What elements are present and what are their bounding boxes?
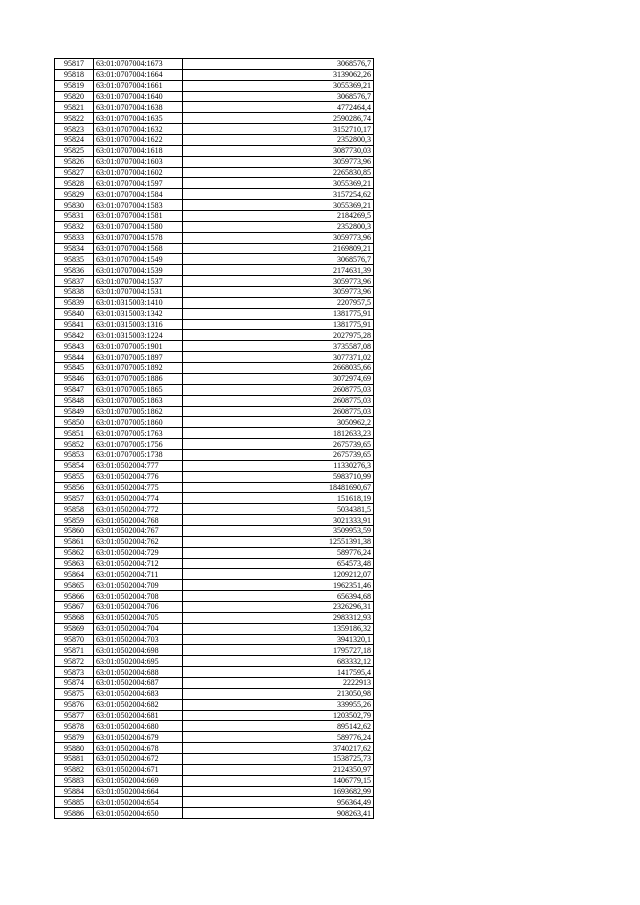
table-row xyxy=(55,439,374,450)
value-cell: 2207957,5 xyxy=(183,297,374,308)
table-row xyxy=(55,406,374,417)
table-row xyxy=(55,634,374,645)
row-number-cell: 95817 xyxy=(55,59,94,70)
row-number-cell: 95877 xyxy=(55,710,94,721)
cadastral-number-cell: 63:01:0502004:669 xyxy=(94,775,183,786)
value-cell: 339955,26 xyxy=(183,699,374,710)
row-number-cell: 95840 xyxy=(55,308,94,319)
table-row xyxy=(55,243,374,254)
value-cell: 3139062,26 xyxy=(183,69,374,80)
value-cell: 3941320,1 xyxy=(183,634,374,645)
row-number-cell: 95875 xyxy=(55,688,94,699)
value-cell: 3055369,21 xyxy=(183,178,374,189)
table-row xyxy=(55,808,374,819)
table-row xyxy=(55,102,374,113)
value-cell: 656394,68 xyxy=(183,591,374,602)
cadastral-number-cell: 63:01:0707004:1539 xyxy=(94,265,183,276)
row-number-cell: 95836 xyxy=(55,265,94,276)
row-number-cell: 95867 xyxy=(55,601,94,612)
row-number-cell: 95886 xyxy=(55,808,94,819)
row-number-cell: 95859 xyxy=(55,515,94,526)
row-number-cell: 95868 xyxy=(55,612,94,623)
value-cell: 3077371,02 xyxy=(183,352,374,363)
value-cell: 3059773,96 xyxy=(183,287,374,298)
value-cell: 5034381,5 xyxy=(183,504,374,515)
value-cell: 2169809,21 xyxy=(183,243,374,254)
row-number-cell: 95876 xyxy=(55,699,94,710)
table-row xyxy=(55,504,374,515)
value-cell: 2174631,39 xyxy=(183,265,374,276)
cadastral-number-cell: 63:01:0502004:768 xyxy=(94,515,183,526)
row-number-cell: 95837 xyxy=(55,276,94,287)
cadastral-number-cell: 63:01:0502004:706 xyxy=(94,601,183,612)
table-row xyxy=(55,211,374,222)
cadastral-number-cell: 63:01:0707004:1635 xyxy=(94,113,183,124)
row-number-cell: 95845 xyxy=(55,363,94,374)
value-cell: 3740217,62 xyxy=(183,743,374,754)
value-cell: 3735587,08 xyxy=(183,341,374,352)
row-number-cell: 95885 xyxy=(55,797,94,808)
table-row xyxy=(55,319,374,330)
value-cell: 1359186,32 xyxy=(183,623,374,634)
cadastral-number-cell: 63:01:0502004:774 xyxy=(94,493,183,504)
row-number-cell: 95827 xyxy=(55,167,94,178)
table-row xyxy=(55,743,374,754)
row-number-cell: 95838 xyxy=(55,287,94,298)
cadastral-number-cell: 63:01:0502004:777 xyxy=(94,460,183,471)
value-cell: 1209212,07 xyxy=(183,569,374,580)
value-cell: 2675739,65 xyxy=(183,449,374,460)
row-number-cell: 95818 xyxy=(55,69,94,80)
cadastral-number-cell: 63:01:0707004:1597 xyxy=(94,178,183,189)
cadastral-number-cell: 63:01:0707005:1863 xyxy=(94,395,183,406)
cadastral-number-cell: 63:01:0502004:680 xyxy=(94,721,183,732)
row-number-cell: 95870 xyxy=(55,634,94,645)
value-cell: 2668035,66 xyxy=(183,363,374,374)
cadastral-number-cell: 63:01:0315003:1342 xyxy=(94,308,183,319)
table-row xyxy=(55,308,374,319)
table-row xyxy=(55,493,374,504)
table-row xyxy=(55,221,374,232)
cadastral-number-cell: 63:01:0707004:1537 xyxy=(94,276,183,287)
row-number-cell: 95844 xyxy=(55,352,94,363)
row-number-cell: 95821 xyxy=(55,102,94,113)
row-number-cell: 95872 xyxy=(55,656,94,667)
table-row xyxy=(55,591,374,602)
table-row xyxy=(55,558,374,569)
row-number-cell: 95873 xyxy=(55,667,94,678)
value-cell: 3068576,7 xyxy=(183,59,374,70)
value-cell: 654573,48 xyxy=(183,558,374,569)
cadastral-number-cell: 63:01:0707004:1640 xyxy=(94,91,183,102)
row-number-cell: 95874 xyxy=(55,677,94,688)
value-cell: 2352800,3 xyxy=(183,135,374,146)
table-row xyxy=(55,189,374,200)
value-cell: 5983710,99 xyxy=(183,471,374,482)
table-body xyxy=(55,59,374,819)
table-row xyxy=(55,69,374,80)
table-row xyxy=(55,232,374,243)
value-cell: 2352800,3 xyxy=(183,221,374,232)
value-cell: 2184269,5 xyxy=(183,211,374,222)
row-number-cell: 95851 xyxy=(55,428,94,439)
row-number-cell: 95869 xyxy=(55,623,94,634)
value-cell: 2222913 xyxy=(183,677,374,688)
value-cell: 589776,24 xyxy=(183,547,374,558)
table-row xyxy=(55,601,374,612)
cadastral-number-cell: 63:01:0707005:1763 xyxy=(94,428,183,439)
row-number-cell: 95832 xyxy=(55,221,94,232)
table-row xyxy=(55,699,374,710)
value-cell: 4772464,4 xyxy=(183,102,374,113)
value-cell: 683332,12 xyxy=(183,656,374,667)
row-number-cell: 95830 xyxy=(55,200,94,211)
table-row xyxy=(55,688,374,699)
value-cell: 11330276,3 xyxy=(183,460,374,471)
cadastral-number-cell: 63:01:0502004:672 xyxy=(94,754,183,765)
row-number-cell: 95864 xyxy=(55,569,94,580)
row-number-cell: 95871 xyxy=(55,645,94,656)
value-cell: 3059773,96 xyxy=(183,156,374,167)
row-number-cell: 95854 xyxy=(55,460,94,471)
row-number-cell: 95820 xyxy=(55,91,94,102)
cadastral-number-cell: 63:01:0707005:1892 xyxy=(94,363,183,374)
table-row xyxy=(55,569,374,580)
cadastral-number-cell: 63:01:0707005:1860 xyxy=(94,417,183,428)
cadastral-number-cell: 63:01:0502004:682 xyxy=(94,699,183,710)
cadastral-number-cell: 63:01:0502004:687 xyxy=(94,677,183,688)
table-row xyxy=(55,200,374,211)
cadastral-number-cell: 63:01:0707005:1901 xyxy=(94,341,183,352)
cadastral-number-cell: 63:01:0707004:1661 xyxy=(94,80,183,91)
table-row xyxy=(55,352,374,363)
row-number-cell: 95879 xyxy=(55,732,94,743)
value-cell: 956364,49 xyxy=(183,797,374,808)
row-number-cell: 95834 xyxy=(55,243,94,254)
cadastral-number-cell: 63:01:0502004:678 xyxy=(94,743,183,754)
value-cell: 1962351,46 xyxy=(183,580,374,591)
row-number-cell: 95833 xyxy=(55,232,94,243)
table-row xyxy=(55,449,374,460)
table-row xyxy=(55,547,374,558)
table-row xyxy=(55,287,374,298)
table-row xyxy=(55,254,374,265)
table-row xyxy=(55,265,374,276)
cadastral-number-cell: 63:01:0502004:664 xyxy=(94,786,183,797)
row-number-cell: 95819 xyxy=(55,80,94,91)
cadastral-number-cell: 63:01:0707004:1549 xyxy=(94,254,183,265)
cadastral-number-cell: 63:01:0707004:1673 xyxy=(94,59,183,70)
row-number-cell: 95825 xyxy=(55,145,94,156)
table-row xyxy=(55,645,374,656)
row-number-cell: 95858 xyxy=(55,504,94,515)
row-number-cell: 95865 xyxy=(55,580,94,591)
row-number-cell: 95826 xyxy=(55,156,94,167)
table-row xyxy=(55,417,374,428)
value-cell: 3055369,21 xyxy=(183,80,374,91)
value-cell: 2983312,93 xyxy=(183,612,374,623)
cadastral-number-cell: 63:01:0502004:705 xyxy=(94,612,183,623)
table-row xyxy=(55,656,374,667)
cadastral-number-cell: 63:01:0707004:1632 xyxy=(94,124,183,135)
cadastral-value-table xyxy=(54,58,374,819)
table-row xyxy=(55,732,374,743)
cadastral-number-cell: 63:01:0707004:1664 xyxy=(94,69,183,80)
value-cell: 2675739,65 xyxy=(183,439,374,450)
value-cell: 895142,62 xyxy=(183,721,374,732)
spreadsheet-page xyxy=(54,58,374,819)
value-cell: 3152710,17 xyxy=(183,124,374,135)
cadastral-number-cell: 63:01:0707005:1865 xyxy=(94,384,183,395)
row-number-cell: 95884 xyxy=(55,786,94,797)
table-row xyxy=(55,135,374,146)
value-cell: 589776,24 xyxy=(183,732,374,743)
row-number-cell: 95849 xyxy=(55,406,94,417)
table-row xyxy=(55,775,374,786)
value-cell: 18481690,67 xyxy=(183,482,374,493)
row-number-cell: 95882 xyxy=(55,764,94,775)
cadastral-number-cell: 63:01:0502004:711 xyxy=(94,569,183,580)
value-cell: 3072974,69 xyxy=(183,373,374,384)
table-row xyxy=(55,145,374,156)
row-number-cell: 95878 xyxy=(55,721,94,732)
cadastral-number-cell: 63:01:0502004:683 xyxy=(94,688,183,699)
cadastral-number-cell: 63:01:0707004:1581 xyxy=(94,211,183,222)
table-row xyxy=(55,384,374,395)
table-row xyxy=(55,363,374,374)
value-cell: 1203502,79 xyxy=(183,710,374,721)
table-row xyxy=(55,515,374,526)
value-cell: 1406779,15 xyxy=(183,775,374,786)
cadastral-number-cell: 63:01:0502004:772 xyxy=(94,504,183,515)
row-number-cell: 95852 xyxy=(55,439,94,450)
row-number-cell: 95866 xyxy=(55,591,94,602)
row-number-cell: 95828 xyxy=(55,178,94,189)
table-row xyxy=(55,482,374,493)
value-cell: 3068576,7 xyxy=(183,254,374,265)
row-number-cell: 95843 xyxy=(55,341,94,352)
row-number-cell: 95847 xyxy=(55,384,94,395)
table-row xyxy=(55,297,374,308)
value-cell: 3021333,91 xyxy=(183,515,374,526)
table-row xyxy=(55,341,374,352)
table-row xyxy=(55,471,374,482)
cadastral-number-cell: 63:01:0315003:1316 xyxy=(94,319,183,330)
cadastral-number-cell: 63:01:0707004:1580 xyxy=(94,221,183,232)
row-number-cell: 95831 xyxy=(55,211,94,222)
value-cell: 1538725,73 xyxy=(183,754,374,765)
cadastral-number-cell: 63:01:0315003:1410 xyxy=(94,297,183,308)
cadastral-number-cell: 63:01:0707005:1756 xyxy=(94,439,183,450)
row-number-cell: 95822 xyxy=(55,113,94,124)
value-cell: 908263,41 xyxy=(183,808,374,819)
table-row xyxy=(55,156,374,167)
value-cell: 1381775,91 xyxy=(183,319,374,330)
value-cell: 2124350,97 xyxy=(183,764,374,775)
value-cell: 3157254,62 xyxy=(183,189,374,200)
table-row xyxy=(55,612,374,623)
table-row xyxy=(55,764,374,775)
value-cell: 2590286,74 xyxy=(183,113,374,124)
value-cell: 3509953,59 xyxy=(183,525,374,536)
row-number-cell: 95862 xyxy=(55,547,94,558)
cadastral-number-cell: 63:01:0707004:1618 xyxy=(94,145,183,156)
value-cell: 2326296,31 xyxy=(183,601,374,612)
cadastral-number-cell: 63:01:0502004:654 xyxy=(94,797,183,808)
cadastral-number-cell: 63:01:0502004:709 xyxy=(94,580,183,591)
value-cell: 2265830,85 xyxy=(183,167,374,178)
row-number-cell: 95848 xyxy=(55,395,94,406)
table-row xyxy=(55,797,374,808)
cadastral-number-cell: 63:01:0315003:1224 xyxy=(94,330,183,341)
row-number-cell: 95853 xyxy=(55,449,94,460)
cadastral-number-cell: 63:01:0707004:1531 xyxy=(94,287,183,298)
cadastral-number-cell: 63:01:0502004:704 xyxy=(94,623,183,634)
table-row xyxy=(55,786,374,797)
cadastral-number-cell: 63:01:0502004:671 xyxy=(94,764,183,775)
value-cell: 1381775,91 xyxy=(183,308,374,319)
value-cell: 3087730,03 xyxy=(183,145,374,156)
row-number-cell: 95842 xyxy=(55,330,94,341)
table-row xyxy=(55,710,374,721)
cadastral-number-cell: 63:01:0502004:712 xyxy=(94,558,183,569)
cadastral-number-cell: 63:01:0707004:1638 xyxy=(94,102,183,113)
table-row xyxy=(55,667,374,678)
table-row xyxy=(55,80,374,91)
table-row xyxy=(55,623,374,634)
cadastral-number-cell: 63:01:0707005:1862 xyxy=(94,406,183,417)
row-number-cell: 95880 xyxy=(55,743,94,754)
table-row xyxy=(55,677,374,688)
row-number-cell: 95829 xyxy=(55,189,94,200)
cadastral-number-cell: 63:01:0502004:703 xyxy=(94,634,183,645)
cadastral-number-cell: 63:01:0502004:688 xyxy=(94,667,183,678)
value-cell: 1795727,18 xyxy=(183,645,374,656)
cadastral-number-cell: 63:01:0502004:776 xyxy=(94,471,183,482)
value-cell: 2608775,03 xyxy=(183,395,374,406)
table-row xyxy=(55,167,374,178)
table-row xyxy=(55,395,374,406)
cadastral-number-cell: 63:01:0502004:762 xyxy=(94,536,183,547)
row-number-cell: 95857 xyxy=(55,493,94,504)
row-number-cell: 95839 xyxy=(55,297,94,308)
row-number-cell: 95881 xyxy=(55,754,94,765)
value-cell: 3059773,96 xyxy=(183,276,374,287)
value-cell: 12551391,38 xyxy=(183,536,374,547)
row-number-cell: 95841 xyxy=(55,319,94,330)
cadastral-number-cell: 63:01:0707004:1578 xyxy=(94,232,183,243)
table-row xyxy=(55,428,374,439)
cadastral-number-cell: 63:01:0707004:1584 xyxy=(94,189,183,200)
table-row xyxy=(55,59,374,70)
table-row xyxy=(55,124,374,135)
cadastral-number-cell: 63:01:0707004:1622 xyxy=(94,135,183,146)
cadastral-number-cell: 63:01:0707004:1568 xyxy=(94,243,183,254)
cadastral-number-cell: 63:01:0707004:1603 xyxy=(94,156,183,167)
cadastral-number-cell: 63:01:0502004:681 xyxy=(94,710,183,721)
value-cell: 3055369,21 xyxy=(183,200,374,211)
table-row xyxy=(55,525,374,536)
cadastral-number-cell: 63:01:0707005:1897 xyxy=(94,352,183,363)
row-number-cell: 95824 xyxy=(55,135,94,146)
row-number-cell: 95860 xyxy=(55,525,94,536)
cadastral-number-cell: 63:01:0502004:708 xyxy=(94,591,183,602)
value-cell: 3050962,2 xyxy=(183,417,374,428)
value-cell: 1693682,99 xyxy=(183,786,374,797)
value-cell: 3059773,96 xyxy=(183,232,374,243)
row-number-cell: 95846 xyxy=(55,373,94,384)
table-row xyxy=(55,276,374,287)
cadastral-number-cell: 63:01:0707005:1738 xyxy=(94,449,183,460)
row-number-cell: 95855 xyxy=(55,471,94,482)
table-row xyxy=(55,460,374,471)
cadastral-number-cell: 63:01:0707004:1583 xyxy=(94,200,183,211)
row-number-cell: 95835 xyxy=(55,254,94,265)
table-row xyxy=(55,91,374,102)
row-number-cell: 95861 xyxy=(55,536,94,547)
table-row xyxy=(55,113,374,124)
cadastral-number-cell: 63:01:0502004:729 xyxy=(94,547,183,558)
cadastral-number-cell: 63:01:0502004:679 xyxy=(94,732,183,743)
cadastral-number-cell: 63:01:0502004:775 xyxy=(94,482,183,493)
table-row xyxy=(55,721,374,732)
row-number-cell: 95863 xyxy=(55,558,94,569)
value-cell: 3068576,7 xyxy=(183,91,374,102)
table-row xyxy=(55,754,374,765)
value-cell: 2608775,03 xyxy=(183,406,374,417)
value-cell: 151618,19 xyxy=(183,493,374,504)
value-cell: 213050,98 xyxy=(183,688,374,699)
row-number-cell: 95856 xyxy=(55,482,94,493)
cadastral-number-cell: 63:01:0502004:767 xyxy=(94,525,183,536)
value-cell: 1812633,23 xyxy=(183,428,374,439)
cadastral-number-cell: 63:01:0502004:650 xyxy=(94,808,183,819)
cadastral-number-cell: 63:01:0502004:698 xyxy=(94,645,183,656)
value-cell: 2027975,28 xyxy=(183,330,374,341)
table-row xyxy=(55,178,374,189)
value-cell: 2608775,03 xyxy=(183,384,374,395)
table-row xyxy=(55,536,374,547)
table-row xyxy=(55,373,374,384)
cadastral-number-cell: 63:01:0707005:1886 xyxy=(94,373,183,384)
row-number-cell: 95850 xyxy=(55,417,94,428)
value-cell: 1417595,4 xyxy=(183,667,374,678)
table-row xyxy=(55,330,374,341)
cadastral-number-cell: 63:01:0707004:1602 xyxy=(94,167,183,178)
table-row xyxy=(55,580,374,591)
row-number-cell: 95883 xyxy=(55,775,94,786)
row-number-cell: 95823 xyxy=(55,124,94,135)
cadastral-number-cell: 63:01:0502004:695 xyxy=(94,656,183,667)
